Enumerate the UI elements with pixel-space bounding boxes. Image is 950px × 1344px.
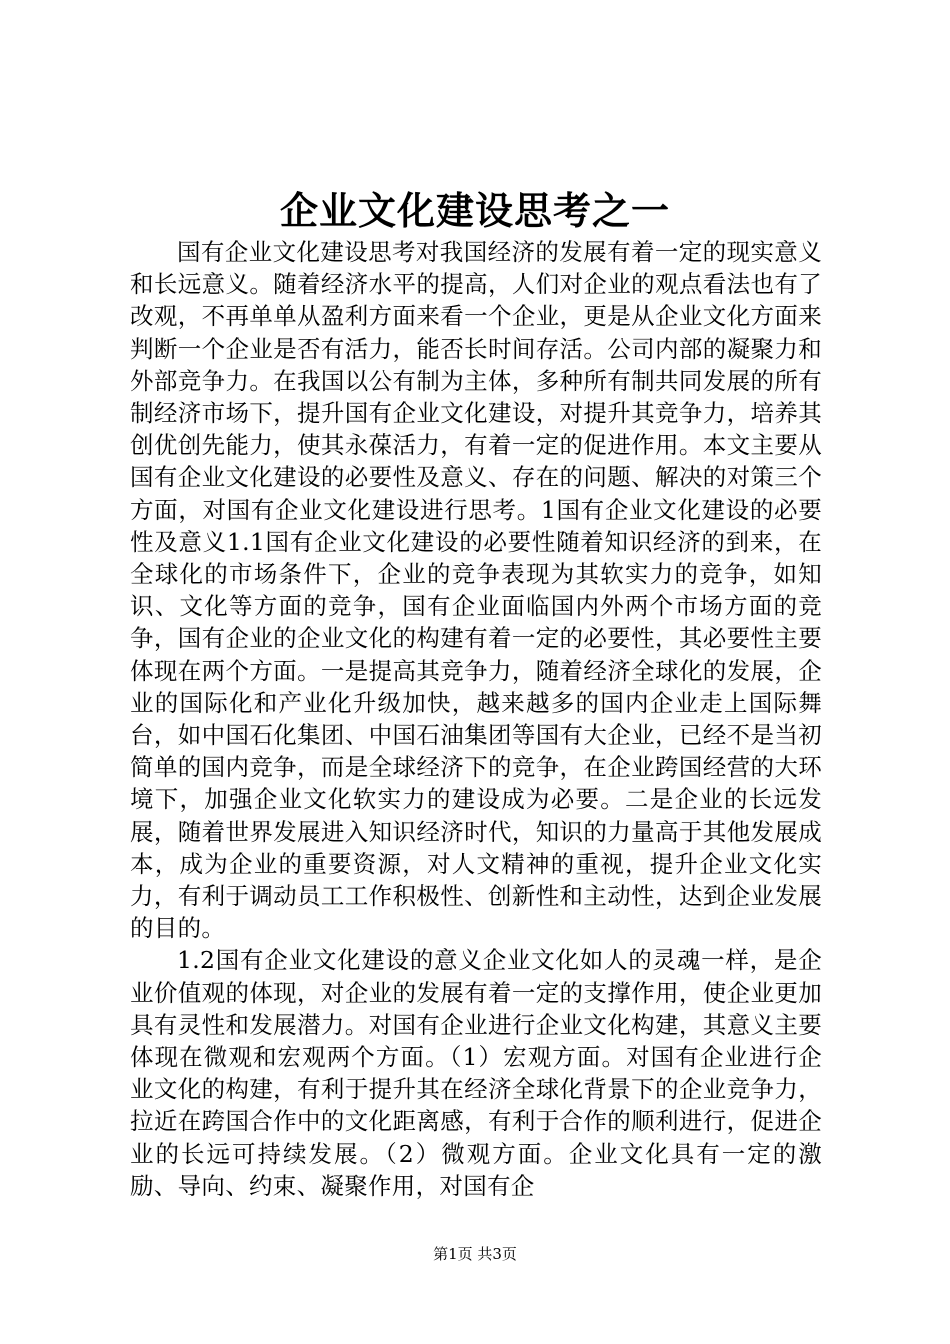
paragraph-1: 国有企业文化建设思考对我国经济的发展有着一定的现实意义和长远意义。随着经济水平的提高，人们对企业的观点看法也有了改观，不再单单从盈利方面来看一个企业，更是从企业文化方面来判断一个企业是否有活力，能否长时间存活。公司内部的凝聚力和外部竞争力。在我国以公有制为主体，多种所有制共同发展的所有制经济市场下，提升国有企业文化建设，对提升其竞争力，培养其创优创先能力，使其永葆活力，有着一定的促进作用。本文主要从国有企业文化建设的必要性及意义、存在的问题、解决的对策三个方面，对国有企业文化建设进行思考。1国有企业文化建设的必要性及意义1.1国有企业文化建设的必要性随着知识经济的到来，在全球化的市场条件下，企业的竞争表现为其软实力的竞争，如知识、文化等方面的竞争，国有企业面临国内外两个市场方面的竞争，国有企业的企业文化的构建有着一定的必要性，其必要性主要体现在两个方面。一是提高其竞争力，随着经济全球化的发展，企业的国际化和产业化升级加快，越来越多的国内企业走上国际舞台，如中国石化集团、中国石油集团等国有大企业，已经不是当初简单的国内竞争，而是全球经济下的竞争，在企业跨国经营的大环境下，加强企业文化软实力的建设成为必要。二是企业的长远发展，随着世界发展进入知识经济时代，知识的力量高于其他发展成本，成为企业的重要资源，对人文精神的重视，提升企业文化实力，有利于调动员工工作积极性、创新性和主动性，达到企业发展的目的。 (130, 238, 822, 943)
document-body (130, 236, 822, 1202)
document-title: 企业文化建设思考之一 (279, 188, 670, 233)
paragraph-2: 1.2国有企业文化建设的意义企业文化如人的灵魂一样，是企业价值观的体现，对企业的发展有着一定的支撑作用，使企业更加具有灵性和发展潜力。对国有企业进行企业文化构建，其意义主要体现在微观和宏观两个方面。（1）宏观方面。对国有企业进行企业文化的构建，有利于提升其在经济全球化背景下的企业竞争力，拉近在跨国合作中的文化距离感，有利于合作的顺利进行，促进企业的长远可持续发展。（2）微观方面。企业文化具有一定的激励、导向、约束、凝聚作用，对国有企 (130, 946, 822, 1200)
page-footer: 第1页 共3页 (433, 1245, 517, 1263)
